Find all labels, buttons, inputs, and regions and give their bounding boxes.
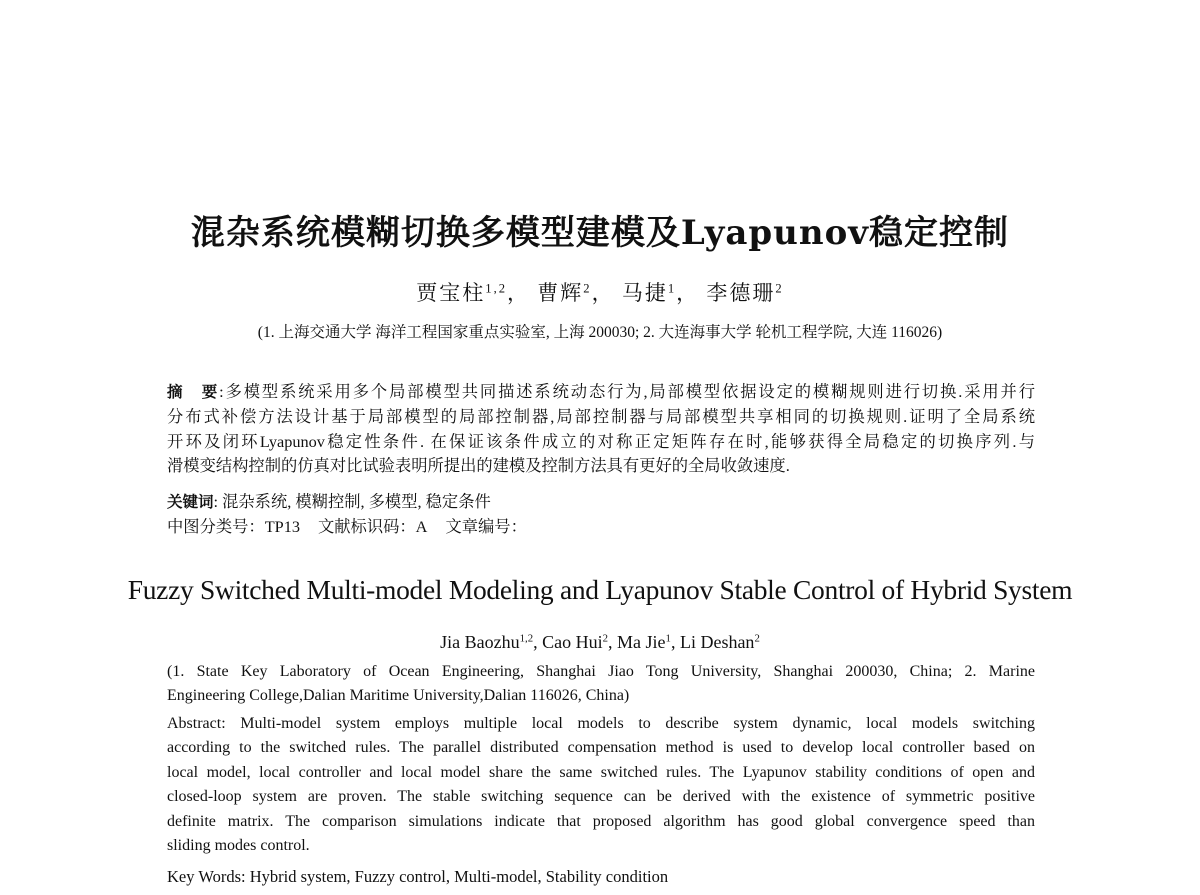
- english-abstract: [167, 712, 1035, 858]
- english-keywords: Key Words: Hybrid system, Fuzzy control, Multi-model, Stability condition: [167, 867, 669, 886]
- keywords-label: 关键词: [167, 493, 214, 511]
- abstract-line: local model, local controller and local model share the same switched rules. The Lyapunov stability conditions of open and: [167, 763, 1035, 781]
- abstract-line: Abstract: Multi-model system employs multiple local models to describe system dynamic, local models switching: [167, 715, 1035, 732]
- author: 李德珊$^2$: [706, 281, 784, 305]
- author: 马捷$^1$: [621, 281, 677, 305]
- abstract-line: closed-loop system are proven. The stable switching sequence can be derived with the existence of symmetric positive: [167, 788, 1035, 806]
- abstract-line: according to the switched rules. The parallel distributed compensation method is used to develop local controller based on: [167, 739, 1035, 757]
- author: 贾宝柱$^{1,2}$: [416, 281, 508, 305]
- english-title: Fuzzy Switched Multi-model Modeling and Lyapunov Stable Control of Hybrid System: [127, 574, 1073, 605]
- chinese-authors: 贾宝柱$^{1,2}$， 曹辉$^2$， 马捷$^1$， 李德珊$^2$: [416, 281, 784, 305]
- chinese-keywords: 关键词: 混杂系统, 模糊控制, 多模型, 稳定条件: [167, 492, 491, 511]
- abstract-line: 分布式补偿方法设计基于局部模型的局部控制器,局部控制器与局部模型共享相同的切换规则.证明了全局系统: [167, 406, 1035, 426]
- clc-number: 中图分类号：TP13: [167, 517, 300, 536]
- abstract-line: 摘 要:多模型系统采用多个局部模型共同描述系统动态行为,局部模型依据设定的模糊规则进行切换.采用并行: [167, 382, 1035, 401]
- author: Jia Baozhu$^{1,2}$: [440, 632, 534, 652]
- chinese-title: 混杂系统模糊切换多模型建模及Lyapunov稳定控制: [190, 213, 1010, 253]
- author: Ma Jie$^1$: [617, 632, 671, 652]
- document-code: 文献标识码：A: [317, 517, 428, 536]
- author: 曹辉$^2$: [537, 281, 592, 305]
- abstract-line: definite matrix. The comparison simulations indicate that proposed algorithm has good global convergence speed than: [167, 812, 1035, 830]
- article-number: 文章编号：: [445, 517, 527, 536]
- author: Cao Hui$^2$: [542, 632, 609, 652]
- classification-line: [167, 513, 1035, 537]
- english-authors: Jia Baozhu$^{1,2}$, Cao Hui$^2$, Ma Jie$^1$, Li Deshan$^2$: [440, 632, 760, 652]
- abstract-label: 摘 要: [167, 383, 220, 401]
- abstract-line: 滑模变结构控制的仿真对比试验表明所提出的建模及控制方法具有更好的全局收敛速度.: [167, 456, 790, 476]
- chinese-abstract: [167, 380, 1035, 479]
- author: Li Deshan$^2$: [679, 632, 760, 652]
- chinese-affiliation: (1. 上海交通大学 海洋工程国家重点实验室, 上海 200030; 2. 大连海事大学 轮机工程学院, 大连 116026): [257, 324, 943, 341]
- abstract-line: sliding modes control.: [167, 837, 310, 855]
- english-affiliation: (1. State Key Laboratory of Ocean Engineering, Shanghai Jiao Tong University, Shanghai 200030, China; 2. Marine Engineering College,Dalian Maritime University,Dalian 116026, China): [167, 663, 1035, 704]
- abstract-line: 开环及闭环Lyapunov稳定性条件. 在保证该条件成立的对称正定矩阵存在时,能够获得全局稳定的切换序列.与: [167, 431, 1035, 451]
